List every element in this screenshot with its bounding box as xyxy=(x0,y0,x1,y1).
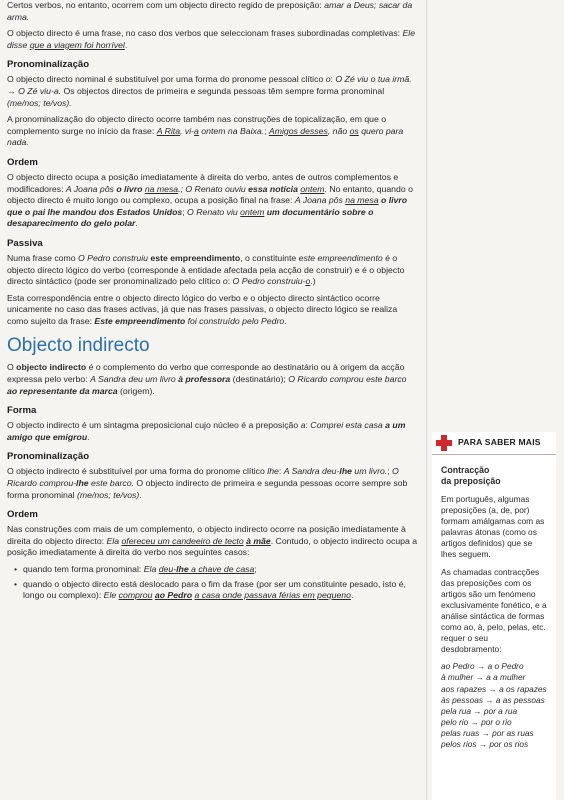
sidebar-header xyxy=(432,432,556,455)
section-title-pronominalizacao-2: Pronominalização xyxy=(7,451,90,463)
sidebar-para-saber-mais xyxy=(432,432,556,800)
example-line: pela rua → por a rua xyxy=(441,705,518,716)
section-title-ordem: Ordem xyxy=(7,156,38,168)
list-item: • quando tem forma pronominal: Ela deu-lhe a chave de casa; xyxy=(14,564,419,576)
passiva-paragraph-2: Esta correspondência entre o objecto directo lógico do verbo e o objecto directo sintáctico ocorre unicamente no caso das frases activas, já que nas frases passivas, o objecto directo lógico se realiza como sujeito da frase: Este empreendimento foi construído pelo Pedro. xyxy=(7,292,398,326)
sidebar-examples xyxy=(441,661,548,750)
main-column xyxy=(7,0,419,605)
sidebar-paragraph-2: As chamadas contracções das preposições com os artigos são um fenómeno exclusivamente fonético, e a análise sintáctica de formas como ao, à, pelo, pelas, etc. requer o seu desdobramento: xyxy=(441,566,547,655)
sidebar-title: PARA SABER MAIS xyxy=(458,437,541,448)
pronominalizacao-2-paragraph: O objecto indirecto é substituível por uma forma do pronome clítico lhe: A Sandra deu-lhe um livro.; O Ricardo comprou-lhe este barco. O objecto indirecto de primeira e segunda pessoas ocorre sempre sob forma pronominal (me/nos; te/vos). xyxy=(7,466,408,500)
red-cross-plus-icon xyxy=(436,435,452,451)
sidebar-subtitle: Contracção da preposição xyxy=(441,465,501,486)
intro-paragraph-2: O objecto directo é uma frase, no caso dos verbos que seleccionam frases subordinadas completivas: Ele disse que a viagem foi horrível. xyxy=(7,28,416,50)
section-title-passiva: Passiva xyxy=(7,237,43,249)
example-line: pelos rios → por os rios xyxy=(441,738,529,749)
indirecto-paragraph: O objecto indirecto é o complemento do verbo que corresponde ao destinatário ou à origem da acção expressa pelo verbo: A Sandra deu um livro à professora (destinatário); O Ricardo comprou este barco ao representante da marca (origem). xyxy=(7,362,407,396)
list-item: • quando o objecto directo está deslocado para o fim da frase (por ser um constituinte pesado, isto é, longo ou complexo): Ele comprou ao Pedro a casa onde passava férias em pequeno. xyxy=(14,579,419,602)
example-line: pelas ruas → por as ruas xyxy=(441,727,534,738)
ordem-paragraph: O objecto directo ocupa a posição imediatamente à direita do verbo, antes de outros complementos e modificadores: A Joana pôs o livro na mesa.; O Renato ouviu essa notícia ontem. No entanto, quando o objecto directo é muito longo ou complexo, ocupa a posição final na frase: A Joana pôs na mesa o livro que o pai lhe mandou dos Estados Unidos; O Renato viu ontem um documentário sobre o desaparecimento do gelo polar. xyxy=(7,171,413,229)
example-line: ao Pedro → a o Pedro xyxy=(441,661,524,672)
passiva-paragraph-1: Numa frase como O Pedro construiu este empreendimento, o constituinte este empreendimento é o objecto directo lógico do verbo (corresponde à entidade afectada pela acção de construir) e é o objecto directo sintáctico (pode ser pronominalizado pelo clítico o: O Pedro construiu-o.) xyxy=(7,252,405,287)
example-line: às pessoas → a as pessoas xyxy=(441,694,545,705)
heading-objecto-indirecto: Objecto indirecto xyxy=(7,335,150,357)
pronominalizacao-paragraph-2: A pronominalização do objecto directo ocorre também nas construções de topicalização, em que o complemento surge no início da frase: A Rita, vi-a ontem na Baixa.; Amigos desses, não os quero para nada. xyxy=(7,114,404,148)
sidebar-paragraph-1: Em português, algumas preposições (a, de, por) formam amálgamas com as palavras átonas (como os artigos definidos) que se lhes seguem. xyxy=(441,494,545,560)
column-divider xyxy=(426,0,427,800)
section-title-pronominalizacao: Pronominalização xyxy=(7,59,90,71)
section-title-ordem-2: Ordem xyxy=(7,509,38,521)
sidebar-body xyxy=(432,455,556,750)
example-line: aos rapazes → a os rapazes xyxy=(441,683,547,694)
section-title-forma: Forma xyxy=(7,405,37,417)
example-line: à mulher → a a mulher xyxy=(441,672,526,683)
ordem-2-paragraph: Nas construções com mais de um complemento, o objecto indirecto ocorre na posição imediatamente à direita do objecto directo: Ela ofereceu um candeeiro de tecto à mãe. Contudo, o objecto indirecto ocupa a posição imediatamente à direita do verbo nos seguintes casos: xyxy=(7,524,418,558)
forma-paragraph: O objecto indirecto é um sintagma preposicional cujo núcleo é a preposição a: Comprei esta casa a um amigo que emigrou. xyxy=(7,420,406,442)
pronominalizacao-paragraph-1: O objecto directo nominal é substituível por uma forma do pronome pessoal clítico o: O Zé viu o tua irmã. → O Zé viu-a. Os objectos directos de primeira e segunda pessoas têm sempre forma pronominal (me/nos; te/vos). xyxy=(7,74,412,108)
example-line: pelo rio → por o rio xyxy=(441,716,512,727)
ordem-2-list xyxy=(7,564,419,602)
intro-paragraph-1: Certos verbos, no entanto, ocorrem com um objecto directo regido de preposição: amar a Deus; sacar da arma. xyxy=(7,0,413,22)
